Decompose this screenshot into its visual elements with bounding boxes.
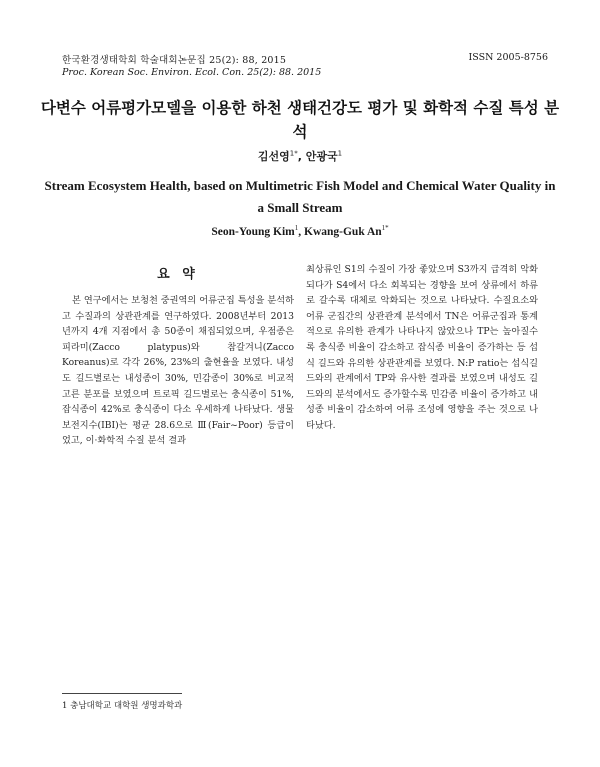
author-name: 안광국 [305, 150, 338, 163]
abstract-paragraph: 최상류인 S1의 수질이 가장 좋았으며 S3까지 급격히 악화되다가 S4에서 다소 회복되는 경향을 보여 상류에서 하류로 갈수록 대체로 악화되는 것으로 나타났다. 수질요소와 어류 군집간의 상관관계 분석에서 TN은 어류군집과 통계적으로 유의한 관계가 나타나지 않았으나 TP는 높아질수록 충식종 비율이 감소하고 잡식종 비율이 증가하는 등 섭식 길드와 유의한 상관관계를 보였다. N:P ratio는 섭식길드와의 관계에서 TP와 유사한 결과를 보였으며 내성도 길드와의 분석에서도 증가할수록 민감종 비율이 증가하고 내성종 비율이 감소하여 어류 조성에 영향을 주는 것으로 나타났다. [306, 264, 538, 431]
author-affiliation-mark: 1 [294, 224, 299, 233]
footnote-divider [62, 693, 182, 694]
author-affiliation-mark: 1* [381, 224, 389, 233]
authors-english [0, 226, 600, 238]
authors-korean [0, 148, 600, 164]
abstract-right-column [306, 262, 538, 434]
author-name: Seon-Young Kim [211, 226, 295, 238]
paper-title-korean: 다변수 어류평가모델을 이용한 하천 생태건강도 평가 및 화학적 수질 특성 분석 [40, 99, 560, 141]
author-name: 김선영 [257, 150, 290, 163]
author-separator: , [297, 150, 306, 163]
affiliation-footnote: 1 충남대학교 대학원 생명과학과 [62, 701, 183, 711]
journal-header-korean: 한국환경생태학회 학술대회논문집 25(2): 88, 2015 [62, 55, 287, 66]
journal-header-english: Proc. Korean Soc. Environ. Ecol. Con. 25(2): 88. 2015 [62, 67, 322, 78]
author-separator: , [298, 226, 304, 238]
abstract-heading: 요 약 [157, 267, 199, 282]
author-name: Kwang-Guk An [304, 226, 382, 238]
abstract-left-column [62, 293, 294, 449]
author-affiliation-mark: 1* [289, 149, 298, 158]
author-affiliation-mark: 1 [337, 149, 343, 158]
abstract-paragraph: 본 연구에서는 보청천 중권역의 어류군집 특성을 분석하고 수질과의 상관관계를 연구하였다. 2008년부터 2013년까지 4개 지점에서 총 50종이 채집되었으며, 우점종은 피라미(Zacco platypus)와 참갈겨니(Zacco Koreanus)로 각각 26%, 23%의 출현율을 보였다. 내성도 길드별로는 내성종이 30%, 민감종이 30%로 비교적 고른 분포를 보였으며 트로픽 길드별로는 충식종이 51%, 잡식종이 42%로 충식종이 다소 우세하게 나타났다. 생물보전지수(IBI)는 평균 28.6으로 Ⅲ(Fair~Poor) 등급이었고, 이·화학적 수질 분석 결과 [62, 295, 294, 447]
paper-title-english: Stream Ecosystem Health, based on Multimetric Fish Model and Chemical Water Quality in a Small Stream [44, 178, 556, 215]
issn-label: ISSN 2005-8756 [468, 52, 548, 63]
